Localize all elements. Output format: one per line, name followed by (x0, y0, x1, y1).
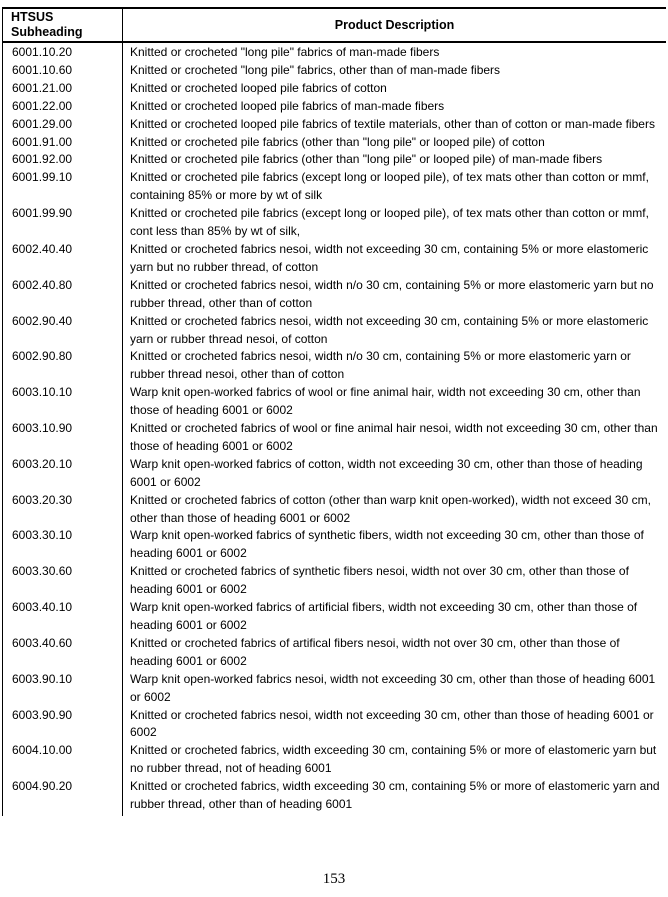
description-cell: Knitted or crocheted pile fabrics (other than "long pile" or looped pile) of man-made fibers (130, 152, 603, 167)
subheading-cell: 6003.40.60 (3, 635, 123, 671)
table-row (3, 492, 667, 528)
subheading-cell: 6003.20.10 (3, 456, 123, 492)
subheading-cell: 6003.10.90 (3, 420, 123, 456)
description-cell: Warp knit open-worked fabrics nesoi, width not exceeding 30 cm, other than those of heading 6001 or 6002 (130, 671, 656, 704)
subheading-cell: 6002.40.80 (3, 277, 123, 313)
column-header-htsus-subheading: HTSUS Subheading (3, 8, 123, 42)
subheading-cell: 6001.21.00 (3, 80, 123, 98)
description-cell: Knitted or crocheted fabrics of wool or fine animal hair nesoi, width not exceeding 30 cm, other than those of heading 6001 or 6002 (130, 421, 658, 453)
table-header (3, 8, 667, 42)
table-row (3, 707, 667, 743)
description-cell: Knitted or crocheted fabrics of artifical fibers nesoi, width not over 30 cm, other than those of heading 6001 or 6002 (130, 635, 620, 668)
subheading-cell: 6001.10.60 (3, 62, 123, 80)
table-row (3, 169, 667, 205)
table-row (3, 456, 667, 492)
description-cell: Knitted or crocheted looped pile fabrics of textile materials, other than of cotton or man-made fibers (130, 116, 655, 131)
htsus-table (2, 7, 666, 816)
table-body (3, 42, 667, 816)
subheading-cell: 6003.20.30 (3, 492, 123, 528)
description-cell: Warp knit open-worked fabrics of artificial fibers, width not exceeding 30 cm, other than those of heading 6001 or 6002 (130, 600, 638, 632)
table-row (3, 563, 667, 599)
table-row (3, 313, 667, 349)
description-cell: Warp knit open-worked fabrics of wool or fine animal hair, width not exceeding 30 cm, other than those of heading 6001 or 6002 (130, 385, 641, 418)
table-row (3, 205, 667, 241)
description-cell: Knitted or crocheted fabrics nesoi, width not exceeding 30 cm, containing 5% or more elastomeric yarn or rubber thread nesoi, of cotton (130, 313, 649, 346)
page-number: 153 (322, 871, 346, 887)
description-cell: Knitted or crocheted fabrics nesoi, width n/o 30 cm, containing 5% or more elastomeric yarn but no rubber thread, other than of cotton (130, 277, 654, 310)
subheading-cell: 6003.30.60 (3, 563, 123, 599)
subheading-cell: 6001.99.90 (3, 205, 123, 241)
table-row (3, 348, 667, 384)
table-row (3, 635, 667, 671)
description-cell: Knitted or crocheted fabrics of synthetic fibers nesoi, width not over 30 cm, other than those of heading 6001 or 6002 (130, 564, 629, 597)
table-row (3, 778, 667, 816)
table-row (3, 151, 667, 169)
description-cell: Knitted or crocheted "long pile" fabrics of man-made fibers (130, 45, 440, 59)
subheading-cell: 6003.30.10 (3, 527, 123, 563)
table-row (3, 420, 667, 456)
table-row (3, 98, 667, 116)
table-row (3, 80, 667, 98)
column-header-product-description: Product Description (123, 8, 667, 42)
subheading-cell: 6004.10.00 (3, 742, 123, 778)
table-row (3, 241, 667, 277)
subheading-cell: 6001.92.00 (3, 151, 123, 169)
table-row (3, 742, 667, 778)
description-cell: Knitted or crocheted pile fabrics (except long or looped pile), of tex mats other than cotton or mmf, cont less than 85% by wt of silk, (130, 206, 649, 239)
subheading-cell: 6002.90.40 (3, 313, 123, 349)
table-row (3, 134, 667, 152)
subheading-cell: 6003.90.90 (3, 707, 123, 743)
description-cell: Warp knit open-worked fabrics of synthetic fibers, width not exceeding 30 cm, other than those of heading 6001 or 6002 (130, 528, 644, 561)
description-cell: Knitted or crocheted fabrics, width exceeding 30 cm, containing 5% or more of elastomeric yarn and rubber thread, other than of heading 6001 (130, 779, 660, 812)
description-cell: Knitted or crocheted looped pile fabrics of cotton (130, 80, 387, 95)
description-cell: Knitted or crocheted pile fabrics (except long or looped pile), of tex mats other than cotton or mmf, containing 85% or more by wt of silk (130, 170, 649, 203)
table-row (3, 599, 667, 635)
subheading-cell: 6003.40.10 (3, 599, 123, 635)
description-cell: Knitted or crocheted looped pile fabrics of man-made fibers (130, 98, 445, 113)
description-cell: Knitted or crocheted fabrics of cotton (other than warp knit open-worked), width not exceed 30 cm, other than those of heading 6001 or 6002 (130, 492, 651, 525)
subheading-cell: 6002.40.40 (3, 241, 123, 277)
table-row (3, 527, 667, 563)
subheading-cell: 6002.90.80 (3, 348, 123, 384)
subheading-cell: 6003.10.10 (3, 384, 123, 420)
description-cell: Knitted or crocheted fabrics nesoi, width n/o 30 cm, containing 5% or more elastomeric yarn or rubber thread nesoi, other than of cotton (130, 349, 631, 382)
table-row (3, 62, 667, 80)
table-row (3, 42, 667, 62)
table-row (3, 384, 667, 420)
description-cell: Warp knit open-worked fabrics of cotton, width not exceeding 30 cm, other than those of heading 6001 or 6002 (130, 456, 643, 489)
subheading-cell: 6004.90.20 (3, 778, 123, 816)
table-row (3, 277, 667, 313)
description-cell: Knitted or crocheted fabrics, width exceeding 30 cm, containing 5% or more of elastomeric yarn but no rubber thread, not of heading 6001 (130, 743, 657, 776)
subheading-cell: 6001.29.00 (3, 116, 123, 134)
subheading-cell: 6003.90.10 (3, 671, 123, 707)
subheading-cell: 6001.10.20 (3, 42, 123, 62)
description-cell: Knitted or crocheted fabrics nesoi, width not exceeding 30 cm, containing 5% or more elastomeric yarn but no rubber thread, of cotton (130, 241, 649, 274)
subheading-cell: 6001.91.00 (3, 134, 123, 152)
header-row (3, 8, 667, 42)
subheading-cell: 6001.22.00 (3, 98, 123, 116)
description-cell: Knitted or crocheted "long pile" fabrics, other than of man-made fibers (130, 62, 501, 77)
table-row (3, 671, 667, 707)
table-row (3, 116, 667, 134)
subheading-cell: 6001.99.10 (3, 169, 123, 205)
description-cell: Knitted or crocheted pile fabrics (other than "long pile" or looped pile) of cotton (130, 134, 545, 149)
description-cell: Knitted or crocheted fabrics nesoi, width not exceeding 30 cm, other than those of heading 6001 or 6002 (130, 707, 654, 740)
